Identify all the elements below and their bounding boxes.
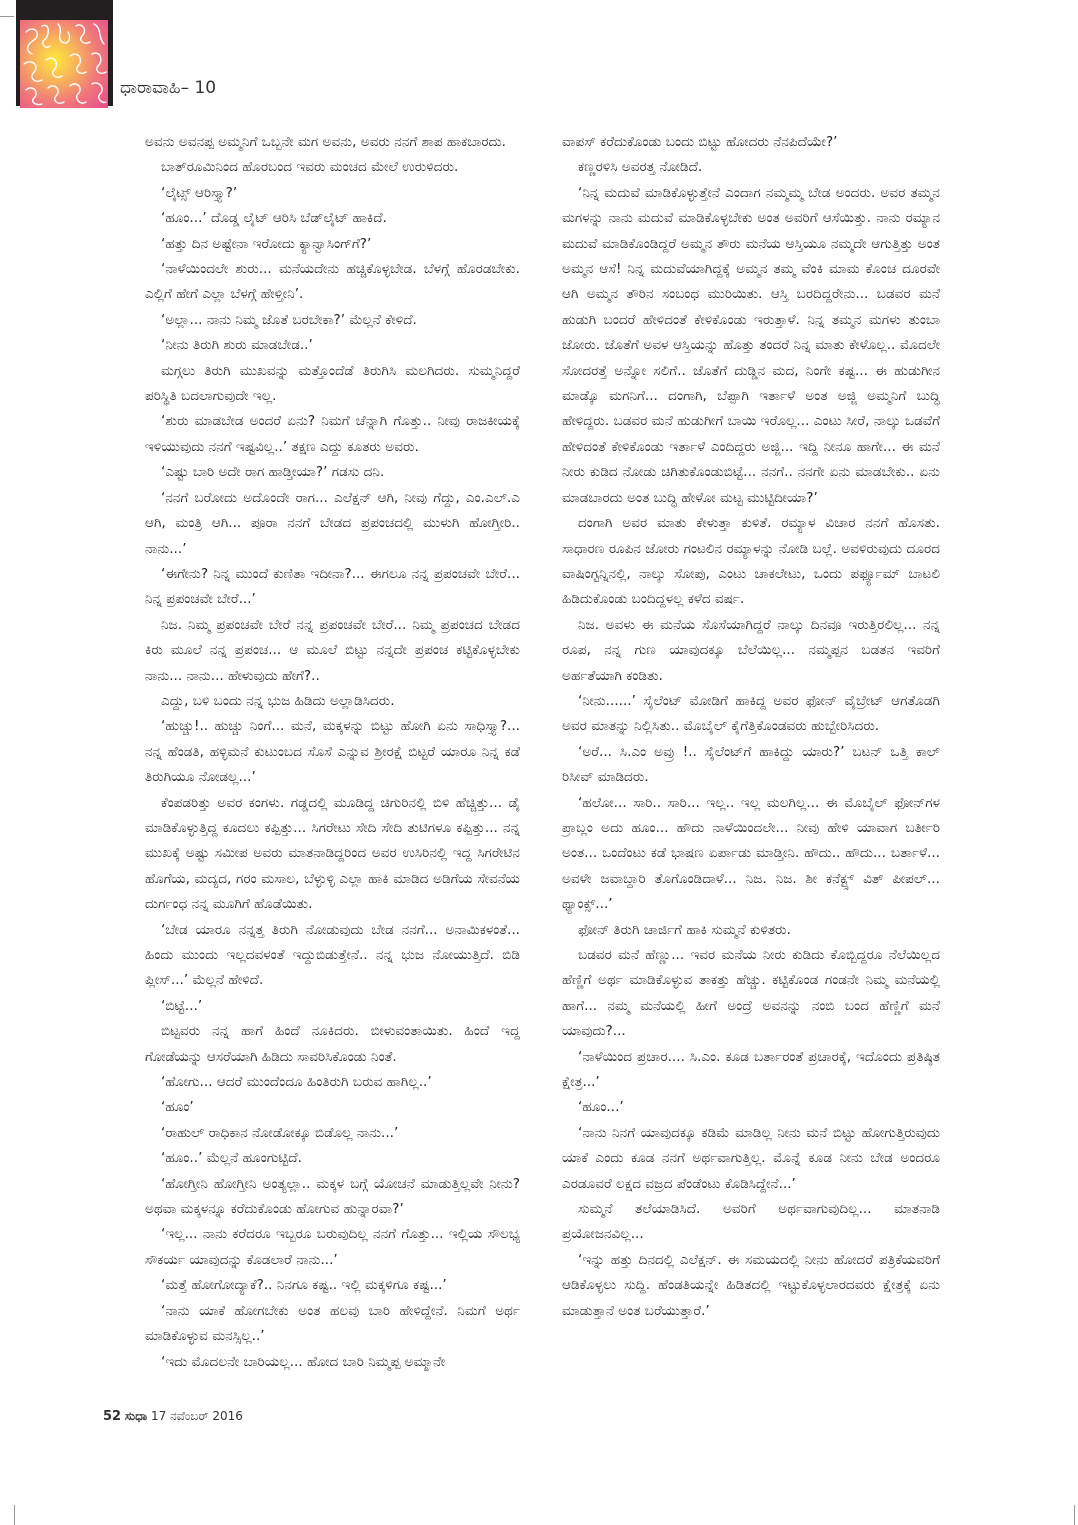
paragraph: ‘ಇದು ಮೊದಲನೇ ಬಾರಿಯಲ್ಲ... ಹೋದ ಬಾರಿ ನಿಮ್ಮಪ್ಪ ಅಮ್ಮಾನೇ [161, 1353, 446, 1370]
paragraph: ಕಣ್ಣರಳಿಸಿ ಅವರತ್ತ ನೋಡಿದೆ. [578, 159, 703, 176]
paragraph: ‘ಹೂಂ..’ ಮೆಲ್ಲನೆ ಹೂಂಗುಟ್ಟಿದೆ. [161, 1150, 302, 1167]
paragraph: ‘ನಾಳೆಯಿಂದ ಪ್ರಚಾರ.... ಸಿ.ಎಂ. ಕೂಡ ಬರ್ತಾರಂತೆ ಪ್ರಚಾರಕ್ಕೆ, ಇದೊಂದು ಪ್ರತಿಷ್ಠಿತ ಕ್ಷೇತ್ರ...’ [562, 1048, 940, 1091]
paragraph: ‘ನೀನು ತಿರುಗಿ ಶುರು ಮಾಡಬೇಡ..’ [161, 337, 313, 354]
paragraph: ‘ಹುಚ್ಚು!.. ಹುಚ್ಚು ನಿಂಗೆ... ಮನೆ, ಮಕ್ಕಳನ್ನು ಬಿಟ್ಟು ಹೋಗಿ ಏನು ಸಾಧಿಸ್ತ್ಯಾ?... ನನ್ನ ಹೆಂಡತಿ, ಹಳ್ಳಿಮನೆ ಕುಟುಂಬದ ಸೊಸೆ ಎನ್ನುವ ಶ್ರೀರಕ್ಷೆ ಬಿಟ್ಟರೆ ಯಾರೂ ನಿನ್ನ ಕಡೆ ತಿರುಗಿಯೂ ನೋಡಲ್ಲ...’ [145, 718, 520, 786]
paragraph: ಎದ್ದು, ಬಳಿ ಬಂದು ನನ್ನ ಭುಜ ಹಿಡಿದು ಅಲ್ಲಾಡಿಸಿದರು. [161, 692, 395, 709]
magazine-name: ಸುಧಾ [124, 1409, 148, 1423]
paragraph: ‘ನನಗೆ ಬರೋದು ಅದೊಂದೇ ರಾಗ... ಎಲೆಕ್ಷನ್ ಆಗಿ, ನೀವು ಗೆದ್ದು, ಎಂ.ಎಲ್.ಎ ಆಗಿ, ಮಂತ್ರಿ ಆಗಿ... ಪೂರಾ ನನಗೆ ಬೇಡದ ಪ್ರಪಂಚದಲ್ಲಿ ಮುಳುಗಿ ಹೋಗ್ತೀರಿ.. ನಾನು...’ [145, 489, 520, 557]
paragraph: ‘ಮತ್ತೆ ಹೋಗೋದ್ಯಾಕೆ?.. ನಿನಗೂ ಕಷ್ಟ.. ಇಲ್ಲಿ ಮಕ್ಕಳಿಗೂ ಕಷ್ಟ...’ [161, 1277, 447, 1294]
paragraph: ‘ಎಷ್ಟು ಬಾರಿ ಅದೇ ರಾಗ ಹಾಡ್ತೀಯಾ?’ ಗಡಸು ದನಿ. [161, 464, 385, 481]
paragraph: ‘ನೀನು......’ ಸೈಲೆಂಟ್ ಮೋಡಿಗೆ ಹಾಕಿದ್ದ ಅವರ ಫೋನ್ ವೈಬ್ರೇಟ್ ಆಗತೊಡಗಿ ಅವರ ಮಾತನ್ನು ನಿಲ್ಲಿಸಿತು.. ಮೊಬೈಲ್ ಕೈಗೆತ್ತಿಕೊಂಡವರು ಹುಬ್ಬೇರಿಸಿದರು. [562, 692, 940, 735]
paragraph: ದಂಗಾಗಿ ಅವರ ಮಾತು ಕೇಳುತ್ತಾ ಕುಳಿತೆ. ರಮ್ಯಾಳ ವಿಚಾರ ನನಗೆ ಹೊಸತು. ಸಾಧಾರಣ ರೂಪಿನ ಜೋರು ಗಂಟಲಿನ ರಮ್ಯಾಳನ್ನು ನೋಡಿ ಬಲ್ಲೆ. ಅವಳಿರುವುದು ದೂರದ ವಾಷಿಂಗ್ಟನ್ನಿನಲ್ಲಿ, ನಾಲ್ಕು ಸೋಪು, ಎಂಟು ಚಾಕಲೇಟು, ಒಂದು ಪರ್ಫ್ಯೂಮ್ ಬಾಟಲಿ ಹಿಡಿದುಕೊಂಡು ಬಂದಿದ್ದಳಲ್ಲ ಕಳೆದ ವರ್ಷ. [562, 515, 940, 608]
crop-mark-bottom-right [1074, 1505, 1075, 1525]
issue-date: 17 ನವೆಂಬರ್ 2016 [150, 1409, 243, 1423]
paragraph: ‘ಹೂಂ...’ [578, 1099, 624, 1116]
paragraph: ‘ಬೇಡ ಯಾರೂ ನನ್ನತ್ತ ತಿರುಗಿ ನೋಡುವುದು ಬೇಡ ನನಗೆ... ಅನಾಮಿಕಳಂತೆ... ಹಿಂದು ಮುಂದು ಇಲ್ಲದವಳಂತೆ ಇದ್ದುಬಿಡುತ್ತೇನೆ.. ನನ್ನ ಭುಜ ನೋಯುತ್ತಿದೆ. ಬಿಡಿ ಪ್ಲೀಸ್...’ ಮೆಲ್ಲನೆ ಹೇಳಿದೆ. [145, 921, 520, 989]
paragraph: ‘ಹೂಂ...’ ದೊಡ್ಡ ಲೈಟ್ ಆರಿಸಿ ಬೆಡ್‌ಲೈಟ್ ಹಾಕಿದೆ. [161, 210, 387, 227]
paragraph: ‘ನಿನ್ನ ಮದುವೆ ಮಾಡಿಕೊಳ್ಳುತ್ತೇನೆ ಎಂದಾಗ ನಮ್ಮಮ್ಮ ಬೇಡ ಅಂದರು. ಅವರ ತಮ್ಮನ ಮಗಳನ್ನು ನಾನು ಮದುವೆ ಮಾಡಿಕೊಳ್ಳಬೇಕು ಅಂತ ಅವರಿಗೆ ಆಸೆಯಿತ್ತು. ನಾನು ರಮ್ಯಾನ ಮದುವೆ ಮಾಡಿಕೊಂಡಿದ್ದರೆ ಅಮ್ಮನ ತೌರು ಮನೆಯ ಆಸ್ತಿಯೂ ನಮ್ಮದೇ ಆಗುತ್ತಿತ್ತು ಅಂತ ಅಮ್ಮನ ಆಸೆ! ನಿನ್ನ ಮದುವೆಯಾಗಿದ್ದಕ್ಕೆ ಅಮ್ಮನ ತಮ್ಮ ವೆಂಕಿ ಮಾಮ ಕೊಂಚ ದೂರವೇ ಆಗಿ ಅಮ್ಮನ ತೌರಿನ ಸಂಬಂಧ ಮುರಿಯಿತು. ಆಸ್ತಿ ಬರದಿದ್ದರೇನು... ಬಡವರ ಮನೆ ಹುಡುಗಿ ಬಂದರೆ ಹೇಳಿದಂತೆ ಕೇಳಿಕೊಂಡು ಇರುತ್ತಾಳೆ. ನಿನ್ನ ತಮ್ಮನ ಮಗಳು ತುಂಬಾ ಜೋರು. ಜೊತೆಗೆ ಅವಳ ಆಸ್ತಿಯನ್ನು ಹೊತ್ತು ತಂದರೆ ನಿನ್ನ ಮಾತು ಕೇಳೊಲ್ಲ.. ಮೊದಲೇ ಸೋದರತ್ತೆ ಅನ್ನೋ ಸಲಿಗೆ.. ಜೊತೆಗೆ ದುಡ್ಡಿನ ಮದ, ನಿಂಗೇ ಕಷ್ಟ... ಈ ಹುಡುಗೀನ ಮಾಡ್ಕೊ ಮಗನಿಗೆ... ದಂಗಾಗಿ, ಬೆಪ್ಪಾಗಿ ಇರ್ತಾಳೆ ಅಂತ ಅಜ್ಜಿ ಅಮ್ಮನಿಗೆ ಬುದ್ಧಿ ಹೇಳಿದ್ದರು. ಬಡವರ ಮನೆ ಹುಡುಗೀಗೆ ಬಾಯಿ ಇರೊಲ್ಲ... ಎಂಟು ಸೀರೆ, ನಾಲ್ಕು ಒಡವೆಗೆ ಹೇಳಿದಂತೆ ಕೇಳಿಕೊಂಡು ಇರ್ತಾಳೆ ಎಂದಿದ್ದರು ಅಜ್ಜಿ... ಇದ್ದಿ ನೀನೂ ಹಾಗೇ... ಈ ಮನೆ ನೀರು ಕುಡಿದ ನೋಡು ಚಿಗಿತುಕೊಂಡುಬಿಟ್ಟೆ... ನನಗೆ.. ನನಗೇ ಏನು ಮಾಡಬೇಕು.. ಏನು ಮಾಡಬಾರದು ಅಂತ ಬುದ್ಧಿ ಹೇಳೋ ಮಟ್ಟ ಮುಟ್ಟಿದೀಯಾ?’ [562, 184, 940, 506]
paragraph: ‘ಶುರು ಮಾಡಬೇಡ ಅಂದರೆ ಏನು? ನಿಮಗೆ ಚೆನ್ನಾಗಿ ಗೊತ್ತು.. ನೀವು ರಾಜಕೀಯಕ್ಕೆ ಇಳಿಯುವುದು ನನಗೆ ಇಷ್ಟವಿಲ್ಲ..’ ತಕ್ಷಣ ಎದ್ದು ಕೂತರು ಅವರು. [145, 413, 520, 455]
paragraph: ಸುಮ್ಮನೆ ತಲೆಯಾಡಿಸಿದೆ. ಅವರಿಗೆ ಅರ್ಥವಾಗುವುದಿಲ್ಲ... ಮಾತನಾಡಿ ಪ್ರಯೋಜನವಿಲ್ಲ... [562, 1201, 940, 1243]
series-title: ಧಾರಾವಾಹಿ– 10 [120, 78, 217, 98]
paragraph: ‘ಲೈಟ್ಸ್ ಆರಿಸ್ತ್ಯಾ?’ [161, 184, 238, 201]
paragraph: ‘ಅರೆ... ಸಿ.ಎಂ ಅವ್ರು !.. ಸೈಲೆಂಟ್‌ಗೆ ಹಾಕಿದ್ದು ಯಾರು?’ ಬಟನ್ ಒತ್ತಿ ಕಾಲ್ ರಿಸೀವ್ ಮಾಡಿದರು. [562, 743, 940, 786]
paragraph: ಬಿಟ್ಟವರು ನನ್ನ ಹಾಗೆ ಹಿಂದೆ ನೂಕಿದರು. ಬೀಳುವಂತಾಯಿತು. ಹಿಂದೆ ಇದ್ದ ಗೋಡೆಯನ್ನು ಆಸರೆಯಾಗಿ ಹಿಡಿದು ಸಾವರಿಸಿಕೊಂಡು ನಿಂತೆ. [145, 1023, 520, 1065]
paragraph: ಫೋನ್ ತಿರುಗಿ ಚಾರ್ಜಿಗೆ ಹಾಕಿ ಸುಮ್ಮನೆ ಕುಳಿತರು. [578, 921, 791, 938]
paragraph: ‘ನಾಳೆಯಿಂದಲೇ ಶುರು... ಮನೆಯದೇನು ಹಚ್ಚಿಕೊಳ್ಳಬೇಡ. ಬೆಳಗ್ಗೆ ಹೊರಡಬೇಕು. ಎಲ್ಲಿಗೆ ಹೇಗೆ ಎಲ್ಲಾ ಬೆಳಗ್ಗೆ ಹೇಳ್ತೀನಿ’. [145, 261, 520, 303]
paragraph: ‘ಹೋಗ್ತೀನಿ ಹೋಗ್ತೀನಿ ಅಂತ್ಯಲ್ಲಾ.. ಮಕ್ಕಳ ಬಗ್ಗೆ ಯೋಚನೆ ಮಾಡುತ್ತಿಲ್ಲವೇ ನೀನು? ಅಥವಾ ಮಕ್ಕಳನ್ನೂ ಕರೆದುಕೊಂಡು ಹೋಗುವ ಹುನ್ನಾರವಾ?’ [145, 1175, 520, 1218]
paragraph: ‘ಹಲೋ... ಸಾರಿ.. ಸಾರಿ... ಇಲ್ಲ.. ಇಲ್ಲ ಮಲಗಿಲ್ಲ... ಈ ಮೊಬೈಲ್ ಫೋನ್‌ಗಳ ಪ್ರಾಬ್ಲಂ ಅದು ಹೂಂ... ಹೌದು ನಾಳೆಯಿಂದಲೇ... ನೀವು ಹೇಳಿ ಯಾವಾಗ ಬರ್ತೀರಿ ಅಂತ... ಒಂದೆಂಟು ಕಡೆ ಭಾಷಣ ಏರ್ಪಾಡು ಮಾಡ್ತೀನಿ. ಹೌದು.. ಹೌದು... ಬರ್ತಾಳೆ... ಅವಳೇ ಜವಾಬ್ದಾರಿ ತೊಗೊಂಡಿದಾಳೆ... ನಿಜ. ನಿಜ. ಶೀ ಕನೆಕ್ಟ್ಸ್ ವಿತ್ ಪೀಪಲ್... ಥ್ಯಾಂಕ್ಸ್...’ [562, 794, 940, 913]
paragraph: ‘ಹೂಂ’ [161, 1099, 194, 1116]
paragraph: ಕೆಂಪಡರಿತ್ತು ಅವರ ಕಂಗಳು. ಗಡ್ಡದಲ್ಲಿ ಮೂಡಿದ್ದ ಚಿಗುರಿನಲ್ಲಿ ಬಿಳಿ ಹೆಚ್ಚಿತ್ತು... ಡೈ ಮಾಡಿಕೊಳ್ಳುತ್ತಿದ್ದ ಕೂದಲು ಕಪ್ಪಿತ್ತು... ಸಿಗರೇಟು ಸೇದಿ ಸೇದಿ ತುಟಿಗಳೂ ಕಪ್ಪಿತ್ತು... ನನ್ನ ಮುಖಕ್ಕೆ ಅಷ್ಟು ಸಮೀಪ ಅವರು ಮಾತನಾಡಿದ್ದರಿಂದ ಅವರ ಉಸಿರಿನಲ್ಲಿ ಇದ್ದ ಸಿಗರೇಟಿನ ಹೊಗೆಯ, ಮದ್ಯದ, ಗರಂ ಮಸಾಲ, ಬೆಳ್ಳುಳ್ಳಿ ಎಲ್ಲಾ ಹಾಕಿ ಮಾಡಿದ ಅಡಿಗೆಯ ಸೇವನೆಯ ದುರ್ಗಂಧ ನನ್ನ ಮೂಗಿಗೆ ಹೊಡೆಯಿತು. [145, 794, 520, 913]
crop-mark-top-left [0, 16, 14, 17]
paragraph: ‘ರಾಹುಲ್ ರಾಧಿಕಾನ ನೋಡೋಕ್ಕೂ ಬಿಡೊಲ್ಲ ನಾನು...’ [161, 1124, 399, 1141]
paragraph: ಮಗ್ಗಲು ತಿರುಗಿ ಮುಖವನ್ನು ಮತ್ತೊಂದೆಡೆ ತಿರುಗಿಸಿ ಮಲಗಿದರು. ಸುಮ್ಮನಿದ್ದರೆ ಪರಿಸ್ಥಿತಿ ಬದಲಾಗುವುದೇ ಇಲ್ಲ. [145, 362, 520, 405]
crop-mark-bottom-left [14, 1505, 15, 1525]
paragraph: ಬಡವರ ಮನೆ ಹೆಣ್ಣು... ಇವರ ಮನೆಯ ನೀರು ಕುಡಿದು ಕೊಬ್ಬಿದ್ದರೂ ನೆಲೆಯಿಲ್ಲದ ಹೆಣ್ಣಿಗೆ ಅರ್ಥ ಮಾಡಿಕೊಳ್ಳುವ ತಾಕತ್ತು ಹೆಚ್ಚು. ಕಟ್ಟಿಕೊಂಡ ಗಂಡನೇ ನಿಮ್ಮ ಮನೆಯಲ್ಲಿ ಹಾಗೆ... ನಮ್ಮ ಮನೆಯಲ್ಲಿ ಹೀಗೆ ಅಂದ್ರೆ ಅವನನ್ನು ನಂಬಿ ಬಂದ ಹೆಣ್ಣಿಗೆ ಮನೆ ಯಾವುದು?... [562, 947, 940, 1040]
paragraph: ನಿಜ. ನಿಮ್ಮ ಪ್ರಪಂಚವೇ ಬೇರೆ ನನ್ನ ಪ್ರಪಂಚವೇ ಬೇರೆ... ನಿಮ್ಮ ಪ್ರಪಂಚದ ಬೇಡದ ಕಿರು ಮೂಲೆ ನನ್ನ ಪ್ರಪಂಚ... ಆ ಮೂಲೆ ಬಿಟ್ಟು ನನ್ನದೇ ಪ್ರಪಂಚ ಕಟ್ಟಿಕೊಳ್ಳಬೇಕು ನಾನು... ನಾನು... ಹೇಳುವುದು ಹೇಗೆ?.. [145, 616, 520, 684]
paragraph: ‘ನಾನು ಯಾಕೆ ಹೋಗಬೇಕು ಅಂತ ಹಲವು ಬಾರಿ ಹೇಳಿದ್ದೇನೆ. ನಿಮಗೆ ಅರ್ಥ ಮಾಡಿಕೊಳ್ಳುವ ಮನಸ್ಸಿಲ್ಲ..’ [145, 1302, 520, 1345]
paragraph: ‘ಅಲ್ಲಾ... ನಾನು ನಿಮ್ಮ ಜೊತೆ ಬರಬೇಕಾ?’ ಮೆಲ್ಲನೆ ಕೇಳಿದೆ. [161, 311, 417, 328]
paragraph: ‘ಇಲ್ಲ... ನಾನು ಕರೆದರೂ ಇಬ್ಬರೂ ಬರುವುದಿಲ್ಲ ನನಗೆ ಗೊತ್ತು... ಇಲ್ಲಿಯ ಸೌಲಭ್ಯ ಸೌಕರ್ಯ ಯಾವುದನ್ನು ಕೊಡಲಾರೆ ನಾನು...’ [145, 1226, 520, 1268]
article-column-right [562, 130, 940, 1324]
paragraph: ‘ಹೋಗು... ಆದರೆ ಮುಂದೆಂದೂ ಹಿಂತಿರುಗಿ ಬರುವ ಹಾಗಿಲ್ಲ..’ [161, 1074, 432, 1091]
page-number: 52 [103, 1409, 122, 1424]
swirl-pattern-logo-icon [20, 20, 108, 108]
paragraph: ‘ಬಿಟ್ಟೆ...’ [161, 997, 203, 1014]
paragraph: ವಾಪಸ್ ಕರೆದುಕೊಂಡು ಬಂದು ಬಿಟ್ಟು ಹೋದರು ನೆನಪಿದೆಯೇ?’ [562, 134, 838, 150]
paragraph: ‘ಈಗೇನು? ನಿನ್ನ ಮುಂದೆ ಕುಣಿತಾ ಇದೀನಾ?... ಈಗಲೂ ನನ್ನ ಪ್ರಪಂಚವೇ ಬೇರೆ... ನಿನ್ನ ಪ್ರಪಂಚವೇ ಬೇರೆ...’ [145, 565, 520, 608]
paragraph: ‘ಇನ್ನು ಹತ್ತು ದಿನದಲ್ಲಿ ಎಲೆಕ್ಷನ್. ಈ ಸಮಯದಲ್ಲಿ ನೀನು ಹೋದರೆ ಪತ್ರಿಕೆಯವರಿಗೆ ಆಡಿಕೊಳ್ಳಲು ಸುದ್ದಿ. ಹೆಂಡತಿಯನ್ನೇ ಹಿಡಿತದಲ್ಲಿ ಇಟ್ಟುಕೊಳ್ಳಲಾರದವರು ಕ್ಷೇತ್ರಕ್ಕೆ ಏನು ಮಾಡುತ್ತಾನೆ ಅಂತ ಬರೆಯುತ್ತಾರೆ.’ [562, 1251, 940, 1319]
page-footer [103, 1409, 243, 1424]
paragraph: ಬಾತ್‌ರೂಮಿನಿಂದ ಹೊರಬಂದ ಇವರು ಮಂಚದ ಮೇಲೆ ಉರುಳಿದರು. [161, 159, 459, 176]
paragraph: ‘ಹತ್ತು ದಿನ ಅಷ್ಟೇನಾ ಇರೋದು ಕ್ಯಾನ್ವಾಸಿಂಗ್‌ಗೆ?’ [161, 235, 372, 252]
paragraph: ಅವನು ಅವನಪ್ಪ ಅಮ್ಮನಿಗೆ ಒಬ್ಬನೇ ಮಗ ಅವನು, ಅವರು ನನಗೆ ಶಾಪ ಹಾಕಬಾರದು. [145, 134, 506, 150]
paragraph: ನಿಜ. ಅವಳು ಈ ಮನೆಯ ಸೊಸೆಯಾಗಿದ್ದರೆ ನಾಲ್ಕು ದಿನವೂ ಇರುತ್ತಿರಲಿಲ್ಲ... ನನ್ನ ರೂಪ, ನನ್ನ ಗುಣ ಯಾವುದಕ್ಕೂ ಬೆಲೆಯಿಲ್ಲ... ನಮ್ಮಪ್ಪನ ಬಡತನ ಇವರಿಗೆ ಅರ್ಹತೆಯಾಗಿ ಕಂಡಿತು. [562, 616, 940, 684]
paragraph: ‘ನಾನು ನಿನಗೆ ಯಾವುದಕ್ಕೂ ಕಡಿಮೆ ಮಾಡಿಲ್ಲ ನೀನು ಮನೆ ಬಿಟ್ಟು ಹೋಗುತ್ತಿರುವುದು ಯಾಕೆ ಎಂದು ಕೂಡ ನನಗೆ ಅರ್ಥವಾಗುತ್ತಿಲ್ಲ. ಮೊನ್ನೆ ಕೂಡ ನೀನು ಬೇಡ ಅಂದರೂ ಎರಡೂವರೆ ಲಕ್ಷದ ವಜ್ರದ ಪೆಂಡೆಂಟು ಕೊಡಿಸಿದ್ದೇನೆ...’ [562, 1124, 940, 1192]
article-column-left [145, 130, 520, 1375]
